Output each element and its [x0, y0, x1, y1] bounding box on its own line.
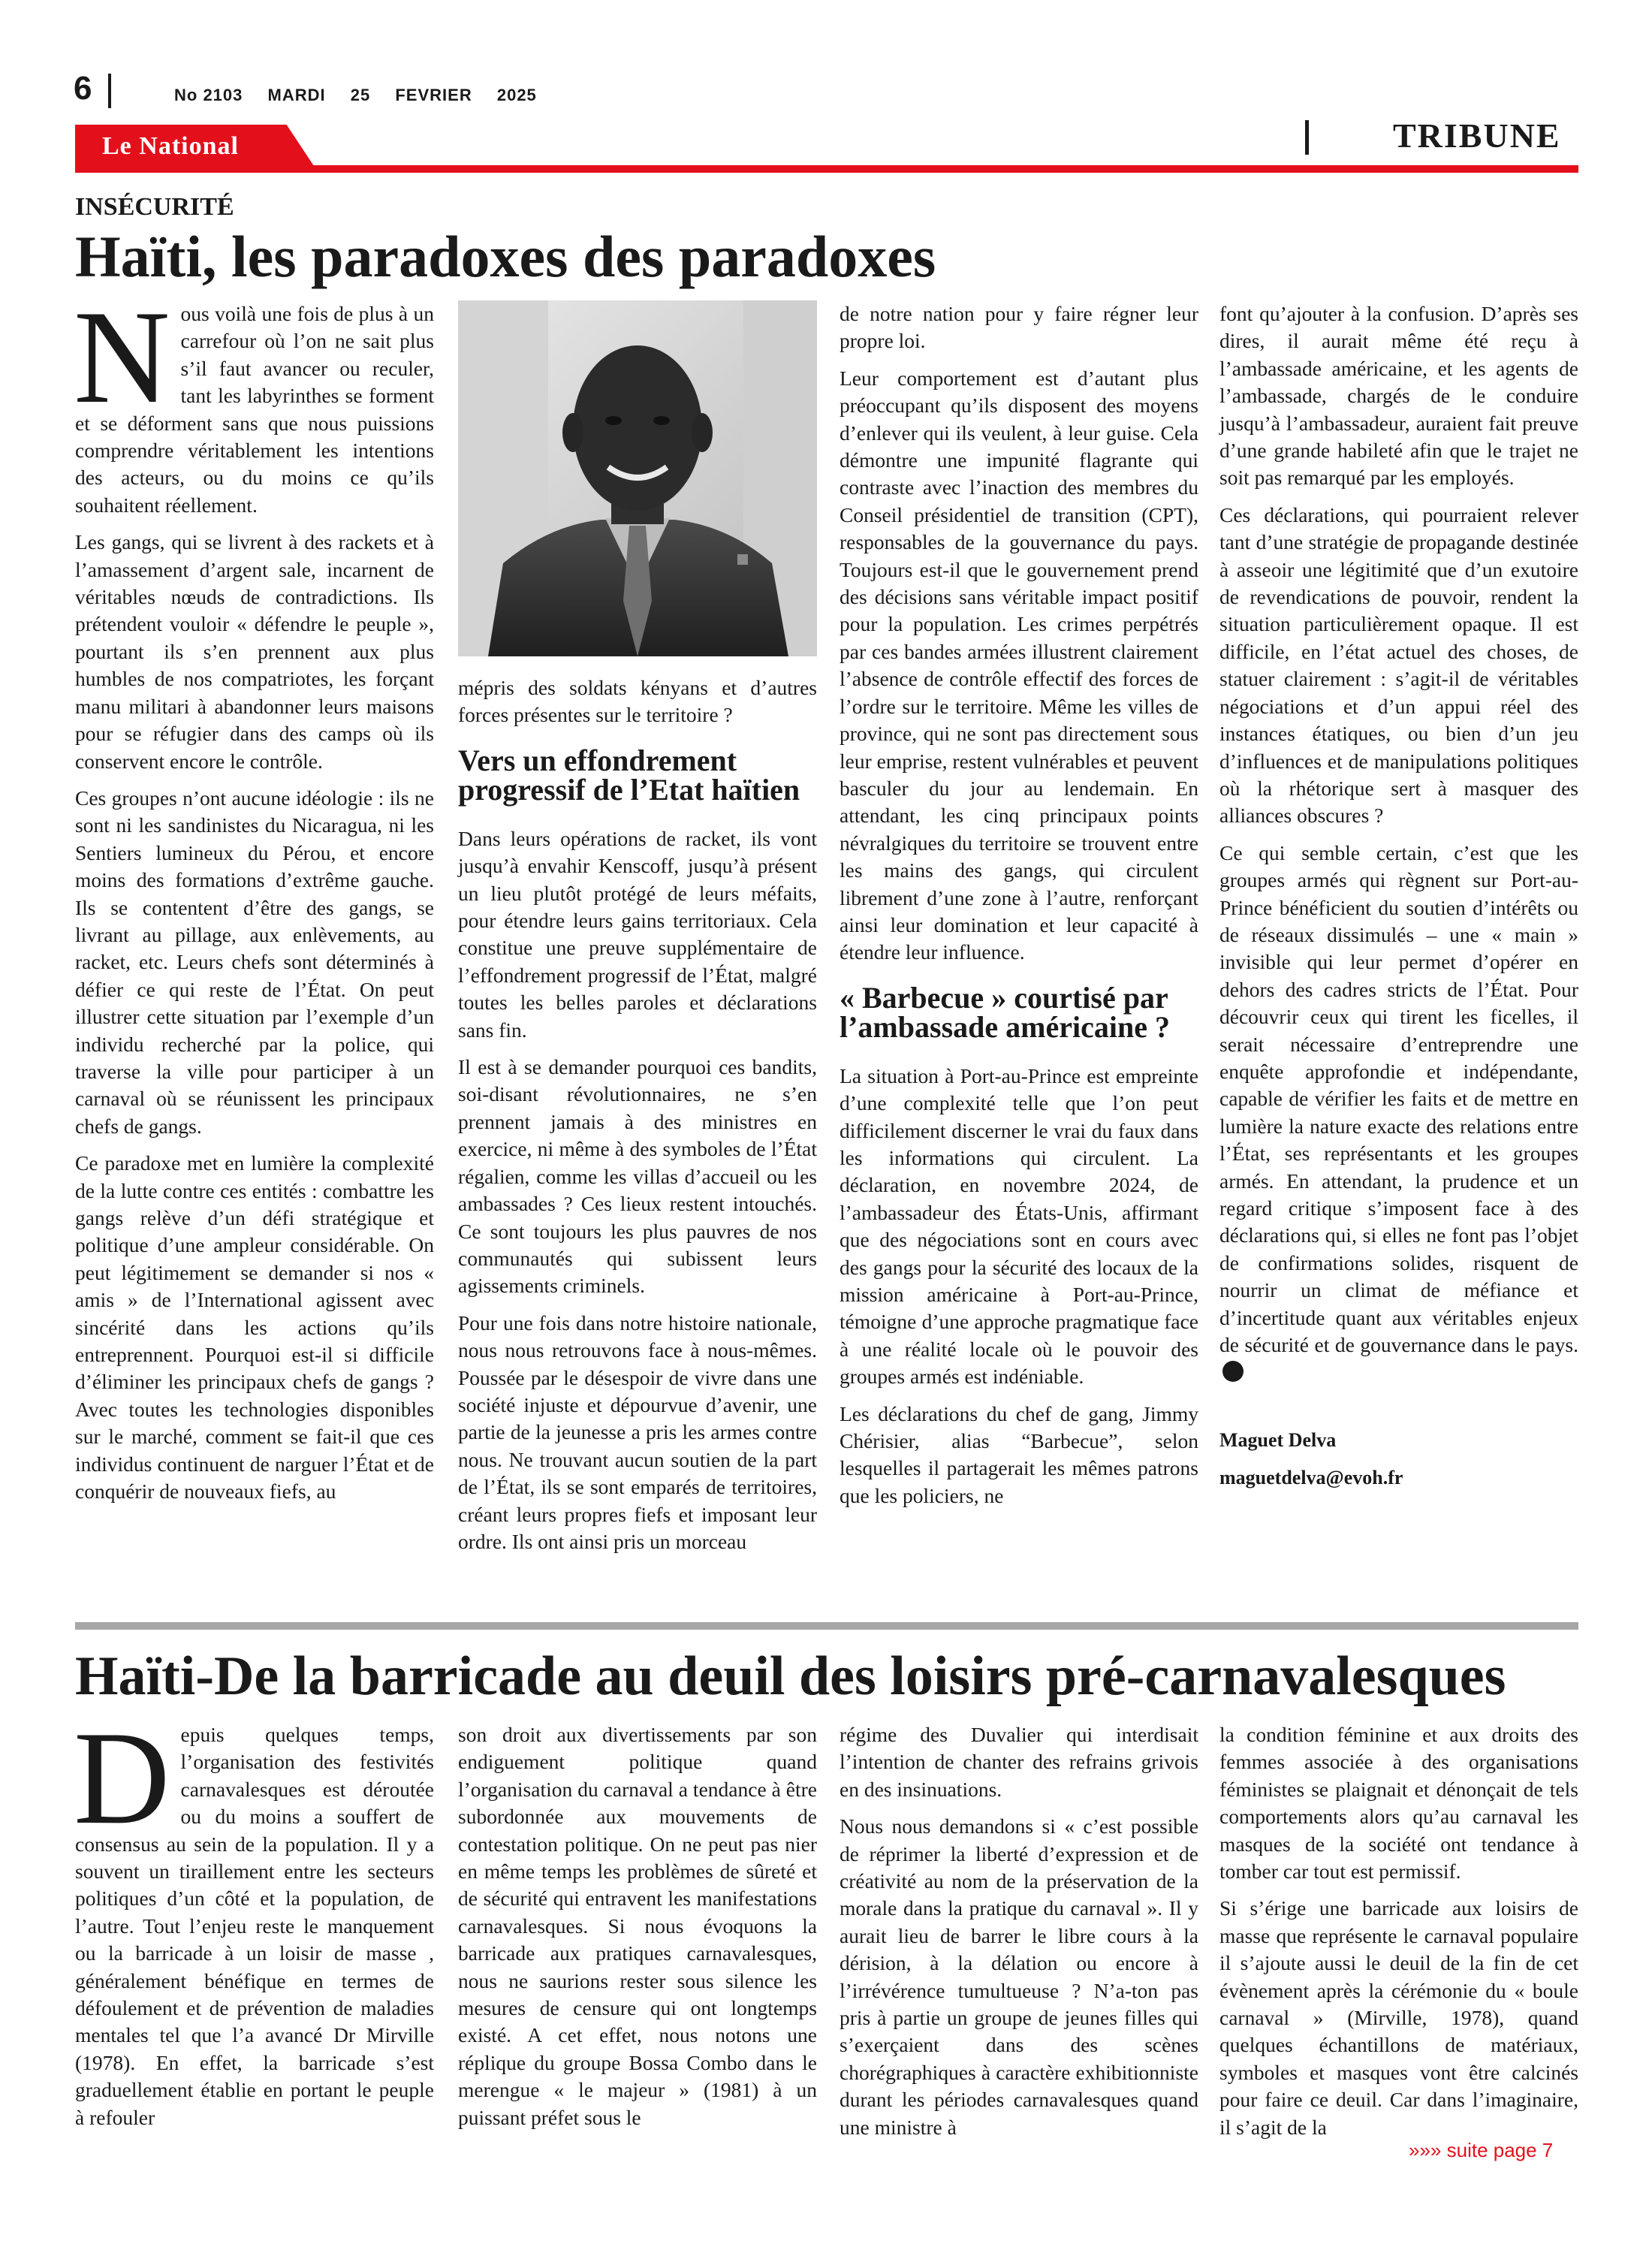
article1-column-2 [458, 300, 817, 1555]
article1-headline: Haïti, les paradoxes des paradoxes [75, 224, 936, 289]
issue-dateline [174, 86, 556, 105]
article1-paragraph: de notre nation pour y faire régner leur propre loi. [840, 302, 1198, 353]
header-rule [75, 165, 1578, 173]
article-divider [75, 1622, 1578, 1630]
page-number: 6 [74, 70, 92, 107]
article1-dropcap: N [74, 282, 170, 431]
author-portrait [458, 300, 817, 656]
brand-name: Le National [102, 132, 239, 160]
article2-column-3 [840, 1721, 1198, 2141]
article1-paragraph-text: ous voilà une fois de plus à un carrefour où l’on ne sait plus s’il faut avancer ou reculer, tant les labyrinthes se forment et se déforment sans que nous puissions comprendre véritablement les intentions des acteurs, ou du moins ce qu’ils souhaitent réellement. [75, 302, 434, 517]
author-name: Maguet Delva [1219, 1428, 1337, 1451]
article1-paragraph: Ces déclarations, qui pourraient relever tant d’une stratégie de propagande destinée à asseoir une légitimité que d’un exutoire de revendications de pouvoir, rendent la situation particulièrement opaque. Il est difficile, en l’état actuel des choses, de statuer clairement : s’agit-il de véritables négociations et d’un appui réel des instances étatiques, ou bien d’un jeu d’influences et de manipulations politiques où la rhétorique sert à masquer des alliances obscures ? [1219, 502, 1578, 828]
section-divider [1305, 120, 1309, 155]
article2-headline: Haïti-De la barricade au deuil des loisirs pré-carnavalesques [75, 1645, 1506, 1707]
article1-column-1 [74, 282, 434, 1592]
article2-dropcap: D [74, 1703, 170, 1852]
author-email[interactable]: maguetdelva@evoh.fr [1219, 1466, 1403, 1488]
article1-paragraph [74, 282, 434, 519]
article1-paragraph: Ces groupes n’ont aucune idéologie : ils ne sont ni les sandinistes du Nicaragua, ni les Sentiers lumineux du Pérou, et encore moins des formations d’extrême gauche. Ils se contentent d’être des gangs, se livrant au pillage, aux enlèvements, au racket, etc. Leurs chefs sont déterminés à défier ce qui reste de l’État. On peut illustrer cette situation par l’exemple d’un individu recherché par la police, qui traverse la ville pour participer à un carnaval où se réunissent les principaux chefs de gangs. [75, 786, 434, 1138]
article1-paragraph: font qu’ajouter à la confusion. D’après ses dires, il aurait même été reçu à l’ambassade américaine, et les agents de l’ambassade, chargés de le conduire jusqu’à l’ambassadeur, auraient fait preuve d’une grande habileté afin que le trajet ne soit pas remarqué par les employés. [1219, 302, 1578, 490]
article1-paragraph [1219, 840, 1578, 1386]
issue-weekday: MARDI [267, 86, 326, 104]
article1-paragraph: Les gangs, qui se livrent à des rackets et à l’amassement d’argent sale, incarnent de véritables nœuds de contradictions. Ils prétendent vouloir « défendre le peuple », pourtant ils s’en prennent aux plus humbles de nos compatriotes, les forçant manu militari à abandonner leurs maisons pour se réfugier dans des camps où ils conservent encore le contrôle. [75, 530, 434, 773]
article1-paragraph: Pour une fois dans notre histoire nationale, nous nous retrouvons face à nous-mêmes. Poussée par le désespoir de vivre dans une société injuste et dépourvue d’avenir, une partie de la jeunesse a pris les armes contre nous. Ne trouvant aucun soutien de la part de l’État, ils se sont emparés de territoires, créant leurs propres fiefs et imposant leur ordre. Ils ont ainsi pris un morceau [458, 1310, 817, 1553]
article1-subhead-1: Vers un effondrement progressif de l’Etat haïtien [458, 743, 800, 807]
article2-paragraph: Si s’érige une barricade aux loisirs de masse que représente le carnaval populaire il s’ajoute aussi le deuil de la fin de cet évènement après la cérémonie du « boule carnaval » (Mirville, 1978), quand quelques échantillons de matériaux, symboles et masques vont être calcinés pour faire ce deuil. Car dans l’imaginaire, il s’agit de la [1219, 1896, 1578, 2139]
section-name: TRIBUNE [1393, 116, 1561, 155]
article2-paragraph: la condition féminine et aux droits des femmes associée à des organisations féministes se plaignait et dénonçait de tels comportements alors qu’au carnaval les masques de la société ont tendance à tomber car tout est permissif. [1219, 1723, 1578, 1884]
end-of-article-icon [1222, 1361, 1244, 1382]
article1-paragraph: Il est à se demander pourquoi ces bandits, soi-disant révolutionnaires, ne s’en prennent jamais à des ministres en exercice, ni même à des symboles de l’État régalien, comme les villas d’accueil ou les ambassades ? Ces lieux restent intouchés. Ce sont toujours les plus pauvres de nos communautés qui subissent leurs agissements criminels. [458, 1055, 817, 1298]
article1-column-3 [840, 300, 1198, 1510]
article1-paragraph-text: Ce qui semble certain, c’est que les groupes armés qui règnent sur Port-au-Prince bénéficient du soutien d’intérêts ou de réseaux dissimulés – une « main » invisible qui leur permet d’opérer en dehors des cadres stricts de l’État. Pour découvrir ceux qui tirent les ficelles, il serait nécessaire d’entreprendre une enquête approfondie et indépendante, capable de vérifier les faits et de mettre en lumière la nature exacte des relations entre l’État, ses représentants et les groupes armés. En attendant, la prudence et un regard critique s’imposent face à des déclarations qui, si elles ne font pas l’objet de confirmations solides, risquent de nourrir un climat de méfiance et d’incertitude quant aux véritables enjeux de sécurité et de gouvernance dans le pays. [1219, 840, 1578, 1357]
article2-paragraph: Nous nous demandons si « c’est possible de réprimer la liberté d’expression et de créativité au nom de la préservation de la morale dans la pratique du carnaval ». Il y aurait lieu de barrer le libre cours à la dérision, à la délation ou encore à l’irrévérence tumultueuse ? N’a-ton pas pris à partie un groupe de jeunes filles qui s’exerçaient dans des scènes chorégraphiques à caractère exhibitionniste durant les périodes carnavalesques quand une ministre à [840, 1814, 1198, 2139]
continued-link[interactable]: »»» suite page 7 [1409, 2139, 1554, 2161]
article2-column-4 [1219, 1721, 1578, 2141]
article2-paragraph-text: epuis quelques temps, l’organisation des festivités carnavalesques est déroutée ou du moins a souffert de consensus au sein de la population. Il y a souvent un tiraillement entre les secteurs politiques d’un côté et la population, de l’autre. Tout l’enjeu reste le manquement ou la barricade à un loisir de masse , généralement bénéfique en termes de défoulement et de prévention de maladies mentales tel que l’a avancé Dr Mirville (1978). En effet, la barricade s’est graduellement établie en portant le peuple à refouler [75, 1723, 434, 2129]
article2-column-2 [458, 1721, 817, 2131]
issue-number: No 2103 [174, 86, 243, 104]
article1-paragraph: Leur comportement est d’autant plus préoccupant qu’ils disposent des moyens d’enlever qui ils veulent, à leur guise. Cela démontre une impunité flagrante qui contraste avec l’inaction des membres du Conseil présidentiel de transition (CPT), responsables de la gouvernance du pays. Toujours est-il que le gouvernement prend des décisions sans véritable impact positif pour la population. Les crimes perpétrés par ces bandes armées illustrent clairement l’absence de contrôle effectif des forces de l’ordre sur le territoire. Même les villes de province, qui ne sont pas directement sous leur emprise, restent vulnérables et peuvent basculer du jour au lendemain. En attendant, les cinq principaux points névralgiques du territoire se trouvent entre les mains des gangs, qui circulent librement d’une zone à l’autre, renforçant ainsi leur domination et leur capacité à étendre leur influence. [840, 366, 1199, 964]
issue-month: FEVRIER [395, 86, 472, 104]
article1-paragraph: Les déclarations du chef de gang, Jimmy Chérisier, alias “Barbecue”, selon lesquelles il partagerait les mêmes patrons que les policiers, ne [840, 1401, 1198, 1507]
article2-column-1 [74, 1703, 434, 2131]
article2-paragraph: régime des Duvalier qui interdisait l’intention de chanter des refrains grivois en des insinuations. [840, 1723, 1198, 1801]
article1-paragraph: Dans leurs opérations de racket, ils vont jusqu’à envahir Kenscoff, jusqu’à présent un lieu plutôt protégé de leurs méfaits, pour étendre leurs gains territoriaux. Cela constitue une preuve supplémentaire de l’effondrement progressif de l’État, malgré toutes les belles paroles et déclarations sans fin. [458, 826, 817, 1042]
article2-paragraph [74, 1703, 434, 2131]
article1-paragraph: La situation à Port-au-Prince est empreinte d’une complexité telle que l’on peut difficilement discerner le vrai du faux dans les informations qui circulent. La déclaration, en novembre 2024, de l’ambassadeur des États-Unis, affirmant que des négociations sont en cours avec des gangs pour la sécurité des locaux de la mission américaine à Port-au-Prince, témoigne d’une approche pragmatique face à une réalité locale où le pouvoir des groupes armés est indéniable. [840, 1063, 1198, 1389]
issue-day: 25 [350, 86, 371, 104]
article1-kicker: INSÉCURITÉ [75, 193, 234, 221]
article1-paragraph: Ce paradoxe met en lumière la complexité de la lutte contre ces entités : combattre les gangs relève d’un défi stratégique et politique d’une ampleur considérable. On peut légitimement se demander si nos « amis » de l’International agissent avec sincérité dans les actions qu’ils entreprennent. Pourquoi est-il si difficile d’éliminer les principaux chefs de gangs ? Avec toutes les technologies disponibles sur le marché, comment se fait-il que ces individus continuent de narguer l’État et de conquérir de nouveaux fiefs, au [75, 1151, 434, 1504]
article1-paragraph: mépris des soldats kényans et d’autres forces présentes sur le territoire ? [458, 676, 817, 727]
page-number-divider [108, 74, 111, 108]
issue-year: 2025 [496, 86, 537, 104]
article1-column-4 [1219, 300, 1578, 1497]
article1-subhead-2: « Barbecue » courtisé par l’ambassade américaine ? [840, 980, 1170, 1044]
article2-paragraph: son droit aux divertissements par son endiguement politique quand l’organisation du carnaval a tendance à être subordonnée aux mouvements de contestation politique. On ne peut pas nier en même temps les problèmes de sûreté et de sécurité qui entravent les manifestations carnavalesques. Si nous évoquons la barricade aux pratiques carnavalesques, nous ne saurions rester sous silence les mesures de censure qui ont longtemps existé. A cet effet, nous notons une réplique du groupe Bossa Combo dans le merengue « le majeur » (1981) à un puissant préfet sous le [458, 1723, 817, 2129]
